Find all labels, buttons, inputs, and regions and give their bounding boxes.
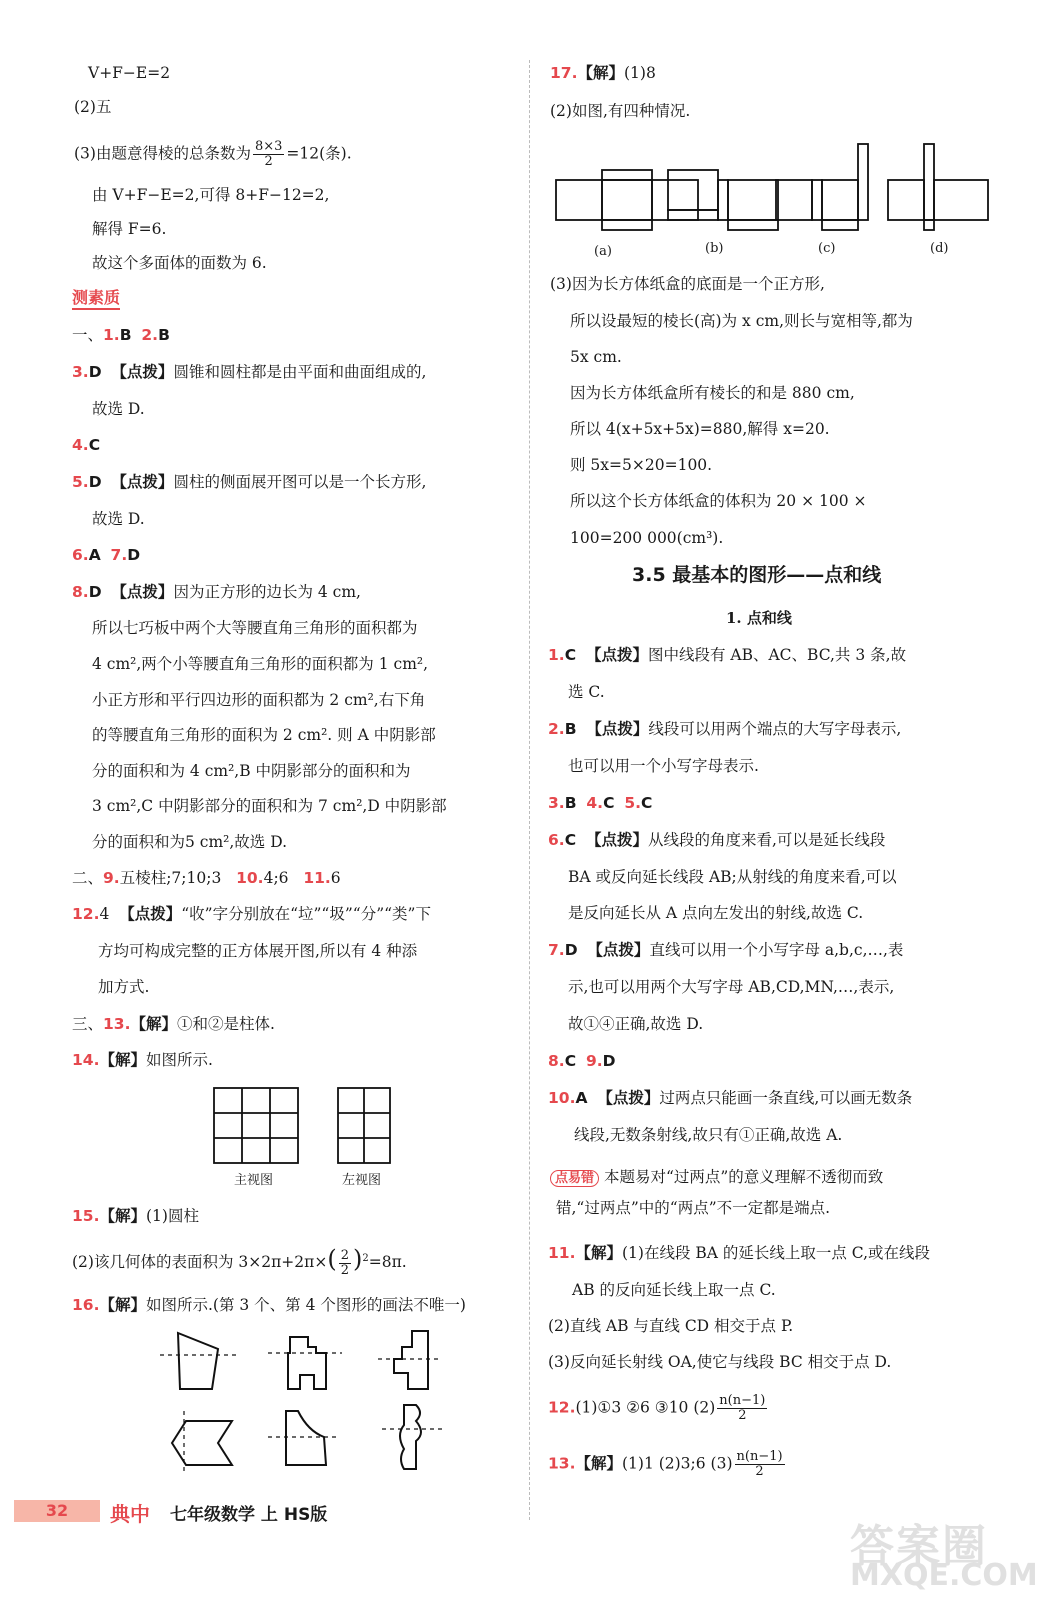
q-answer: A — [575, 1089, 588, 1107]
hint-tag: 【点拨】 — [585, 830, 648, 849]
solution-tag: 【解】 — [575, 1243, 622, 1262]
text-span: 图中线段有 AB、AC、BC,共 3 条,故 — [647, 646, 907, 664]
frac-bottom: 2 — [264, 154, 273, 169]
q-answer: D — [602, 1052, 616, 1070]
frac-bottom: 2 — [755, 1464, 764, 1479]
q-answer: C — [564, 1052, 577, 1070]
text-line: 所以七巧板中两个大等腰直角三角形的面积都为 — [92, 619, 418, 637]
folding-shapes-figure — [150, 1325, 450, 1485]
solution-tag: 【解】 — [99, 1050, 146, 1069]
text-span: (2)该几何体的表面积为 3×2π+2π× — [72, 1253, 328, 1272]
text-line: (3)反向延长射线 OA,使它与线段 BC 相交于点 D. — [548, 1353, 892, 1371]
answer-line — [548, 718, 901, 740]
answer-line — [72, 434, 100, 456]
text-line: V+F−E=2 — [88, 64, 171, 82]
text-line: 错,“过两点”中的“两点”不一定都是端点. — [556, 1199, 831, 1217]
answer-line — [72, 903, 431, 925]
text-line: AB 的反向延长线上取一点 C. — [572, 1281, 776, 1299]
front-view — [214, 1088, 298, 1163]
text-line: (2)五 — [74, 98, 112, 116]
fraction — [253, 140, 284, 169]
text-span: 如图所示.(第 3 个、第 4 个图形的画法不唯一) — [145, 1296, 466, 1314]
q-number: 8. — [72, 583, 89, 601]
net-a — [556, 170, 698, 230]
shape-1 — [178, 1333, 218, 1389]
answer-line — [72, 471, 426, 493]
text-span: 圆锥和圆柱都是由平面和曲面组成的, — [173, 363, 427, 381]
hint-tag: 【点拨】 — [111, 362, 174, 381]
three-views-figure — [200, 1082, 420, 1192]
answer-line — [72, 1013, 275, 1035]
q-answer: C — [603, 794, 615, 812]
answer-line — [548, 829, 885, 851]
text-span: 6 — [330, 869, 341, 887]
shape-2 — [288, 1337, 326, 1389]
text-line: 所以这个长方体纸盒的体积为 20 × 100 × — [570, 492, 867, 510]
q-number: 16. — [72, 1296, 100, 1314]
q-answer: C — [641, 794, 653, 812]
q-number: 5. — [624, 794, 641, 812]
text-span: =12(条). — [286, 144, 352, 163]
part-prefix: 一、 — [72, 326, 104, 344]
text-line: 加方式. — [98, 978, 150, 996]
text-line: 分的面积和为 4 cm²,B 中阴影部分的面积和为 — [92, 762, 411, 780]
text-span: 本题易对“过两点”的意义理解不透彻而致 — [603, 1168, 884, 1186]
text-span: 过两点只能画一条直线,可以画无数条 — [659, 1089, 913, 1107]
q-number: 4. — [72, 436, 89, 454]
solution-tag: 【解】 — [130, 1014, 177, 1033]
answer-line — [72, 1049, 213, 1071]
frac-top: n(n−1) — [736, 1449, 783, 1464]
q-answer: B — [119, 326, 132, 344]
net-c — [776, 144, 868, 230]
q-number: 13. — [548, 1454, 576, 1473]
q-number: 5. — [72, 473, 89, 491]
answer-line — [72, 1205, 199, 1227]
watermark: 答案圈 — [850, 1521, 988, 1572]
fraction — [339, 1249, 351, 1278]
q-number: 11. — [303, 869, 331, 887]
answer-line — [72, 324, 170, 346]
q-number: 1. — [548, 646, 565, 664]
answer-line — [548, 1450, 787, 1479]
text-line: 100=200 000(cm³). — [570, 529, 724, 547]
text-span: (3)由题意得棱的总条数为 — [74, 144, 251, 163]
book-title: 七年级数学 上 HS版 — [170, 1505, 328, 1525]
solution-tag: 【解】 — [99, 1295, 146, 1314]
q-number: 10. — [548, 1089, 576, 1107]
answer-line — [72, 361, 426, 383]
text-line: 4 cm²,两个小等腰直角三角形的面积都为 1 cm², — [92, 655, 429, 673]
answer-line — [548, 1087, 912, 1109]
text-span: 五棱柱;7;10;3 — [119, 869, 222, 887]
hint-tag: 【点拨】 — [111, 582, 174, 601]
answer-line — [550, 62, 656, 84]
q-number: 8. — [548, 1052, 565, 1070]
q-number: 6. — [72, 546, 89, 564]
answer-line — [548, 1394, 769, 1423]
frac-top: 8×3 — [254, 139, 283, 154]
text-line: 是反向延长从 A 点向左发出的射线,故选 C. — [568, 904, 864, 922]
text-line — [74, 140, 352, 169]
q-answer: C — [564, 646, 577, 664]
answer-line — [548, 1242, 930, 1264]
q-number: 2. — [548, 720, 565, 738]
text-span: 4;6 — [263, 869, 289, 887]
caption-front-view: 主视图 — [234, 1173, 274, 1188]
text-line: 因为长方体纸盒所有棱长的和是 880 cm, — [570, 384, 855, 402]
text-span: (1)1 (2)3;6 (3) — [621, 1454, 733, 1473]
text-span: 直线可以用一个小写字母 a,b,c,…,表 — [649, 941, 904, 959]
answer-line — [72, 1294, 466, 1316]
text-span: (1)圆柱 — [145, 1207, 199, 1225]
hint-tag: 【点拨】 — [587, 940, 650, 959]
text-line: 线段,无数条射线,故只有①正确,故选 A. — [574, 1126, 843, 1144]
section-label — [72, 287, 120, 309]
q-answer: D — [564, 941, 578, 959]
text-span: (1)8 — [623, 64, 656, 82]
text-line: 分的面积和为5 cm²,故选 D. — [92, 833, 288, 851]
q-number: 3. — [72, 363, 89, 381]
text-line: 小正方形和平行四边形的面积都为 2 cm²,右下角 — [92, 691, 426, 709]
q-number: 14. — [72, 1051, 100, 1069]
part-prefix: 二、 — [72, 869, 104, 887]
text-line: 由 V+F−E=2,可得 8+F−12=2, — [92, 186, 330, 204]
text-span: (1)①3 ②6 ③10 (2) — [575, 1398, 716, 1417]
column-divider — [529, 60, 530, 1520]
paren-close: ) — [352, 1245, 363, 1274]
text-line: (2)该几何体的表面积为 3×2π+2π×( $\frac{2}{2}$ )$^2$=8π. — [72, 1245, 407, 1278]
answer-line — [72, 867, 341, 889]
fig-label: (d) — [930, 241, 949, 256]
box-nets-figure — [552, 140, 992, 265]
q-answer: D — [127, 546, 141, 564]
answer-line — [72, 581, 361, 603]
q-number: 9. — [103, 869, 120, 887]
text-line: 选 C. — [568, 683, 605, 701]
q-number: 4. — [586, 794, 604, 812]
q-number: 3. — [548, 794, 565, 812]
paren-open: ( — [327, 1245, 337, 1274]
q-number: 2. — [141, 326, 159, 344]
text-line: (2)如图,有四种情况. — [550, 102, 691, 120]
q-answer: C — [564, 831, 577, 849]
shape-5 — [286, 1411, 326, 1465]
q-number: 7. — [110, 546, 128, 564]
text-line: 所以 4(x+5x+5x)=880,解得 x=20. — [570, 420, 830, 438]
hint-tag: 【点拨】 — [585, 645, 648, 664]
text-span: 从线段的角度来看,可以是延长线段 — [647, 831, 886, 849]
frac-top: n(n−1) — [719, 1393, 766, 1408]
text-line: 示,也可以用两个大写字母 AB,CD,MN,…,表示, — [568, 978, 895, 996]
brand-logo: 典中 — [110, 1502, 150, 1526]
subsection-title: 1. 点和线 — [726, 609, 792, 627]
q-answer: B — [564, 794, 577, 812]
frac-top: 2 — [340, 1247, 349, 1263]
fig-label: (c) — [818, 241, 836, 256]
text-line: 所以设最短的棱长(高)为 x cm,则长与宽相等,都为 — [570, 312, 913, 330]
hint-tag: 【点拨】 — [586, 719, 649, 738]
part-prefix: 三、 — [72, 1015, 104, 1033]
text-line: (2)直线 AB 与直线 CD 相交于点 P. — [548, 1317, 794, 1335]
watermark-url: MXQE.COM — [850, 1558, 1038, 1593]
net-d — [888, 144, 988, 230]
page-number: 32 — [14, 1500, 100, 1522]
caption-side-view: 左视图 — [342, 1173, 382, 1188]
q-answer: 4 — [99, 905, 110, 923]
fig-label: (b) — [705, 241, 724, 256]
text-line: 3 cm²,C 中阴影部分的面积和为 7 cm²,D 中阴影部 — [92, 797, 447, 815]
text-line: BA 或反向延长线段 AB;从射线的角度来看,可以 — [568, 868, 897, 886]
q-answer: A — [88, 546, 101, 564]
text-line: 故选 D. — [92, 510, 145, 528]
text-span: 线段可以用两个端点的大写字母表示, — [648, 720, 902, 738]
q-number: 6. — [548, 831, 565, 849]
text-line: 方均可构成完整的正方体展开图,所以有 4 种添 — [98, 942, 418, 960]
text-line: 则 5x=5×20=100. — [570, 456, 713, 474]
fig-label: (a) — [594, 244, 612, 259]
warning-badge: 点易错 — [550, 1170, 599, 1187]
q-number: 17. — [550, 64, 578, 82]
shape-4 — [172, 1421, 232, 1465]
q-number: 7. — [548, 941, 565, 959]
q-answer: D — [88, 473, 102, 491]
text-span: =8π. — [368, 1253, 407, 1272]
answer-line — [548, 792, 652, 814]
q-number: 10. — [236, 869, 264, 887]
side-view — [338, 1088, 390, 1163]
q-number: 11. — [548, 1244, 576, 1262]
hint-tag: 【点拨】 — [119, 904, 182, 923]
q-number: 13. — [103, 1015, 131, 1033]
shape-3 — [394, 1331, 428, 1389]
text-line: 故这个多面体的面数为 6. — [92, 254, 267, 272]
fraction — [735, 1450, 785, 1479]
q-answer: D — [88, 363, 102, 381]
q-answer: C — [88, 436, 101, 454]
answer-line — [72, 544, 140, 566]
text-span: 如图所示. — [145, 1051, 213, 1069]
q-answer: D — [88, 583, 102, 601]
text-line: (3)因为长方体纸盒的底面是一个正方形, — [550, 275, 825, 293]
hint-tag: 【点拨】 — [597, 1088, 660, 1107]
fraction — [717, 1394, 767, 1423]
solution-tag: 【解】 — [577, 63, 624, 82]
text-span: (1)在线段 BA 的延长线上取一点 C,或在线段 — [621, 1244, 931, 1262]
answer-line — [548, 939, 903, 961]
text-line: 故①④正确,故选 D. — [568, 1015, 704, 1033]
section-title: 3.5 最基本的图形——点和线 — [632, 564, 882, 586]
solution-tag: 【解】 — [575, 1453, 622, 1473]
frac-bottom: 2 — [738, 1408, 747, 1423]
solution-tag: 【解】 — [99, 1206, 146, 1225]
shape-6 — [400, 1405, 421, 1469]
text-line: 5x cm. — [570, 348, 622, 366]
section-heading: 测素质 — [72, 288, 120, 310]
text-span: ①和②是柱体. — [177, 1015, 275, 1033]
q-number: 15. — [72, 1207, 100, 1225]
text-span: 圆柱的侧面展开图可以是一个长方形, — [173, 473, 427, 491]
text-line: 的等腰直角三角形的面积为 2 cm². 则 A 中阴影部 — [92, 726, 436, 744]
q-answer: B — [564, 720, 577, 738]
warning-note — [550, 1166, 883, 1190]
text-line: 故选 D. — [92, 400, 145, 418]
q-number: 9. — [585, 1052, 603, 1070]
frac-bottom: 2 — [340, 1262, 349, 1278]
answer-line — [548, 644, 906, 666]
q-number: 12. — [72, 905, 100, 923]
text-line: 也可以用一个小写字母表示. — [568, 757, 759, 775]
q-answer: B — [158, 326, 170, 344]
q-number: 1. — [103, 326, 120, 344]
net-b — [668, 170, 778, 230]
text-line: 解得 F=6. — [92, 220, 167, 238]
hint-tag: 【点拨】 — [111, 472, 174, 491]
text-span: 因为正方形的边长为 4 cm, — [173, 583, 361, 601]
text-span: “收”字分别放在“垃”“圾”“分”“类”下 — [181, 905, 431, 923]
answer-line — [548, 1050, 616, 1072]
q-number: 12. — [548, 1398, 576, 1417]
